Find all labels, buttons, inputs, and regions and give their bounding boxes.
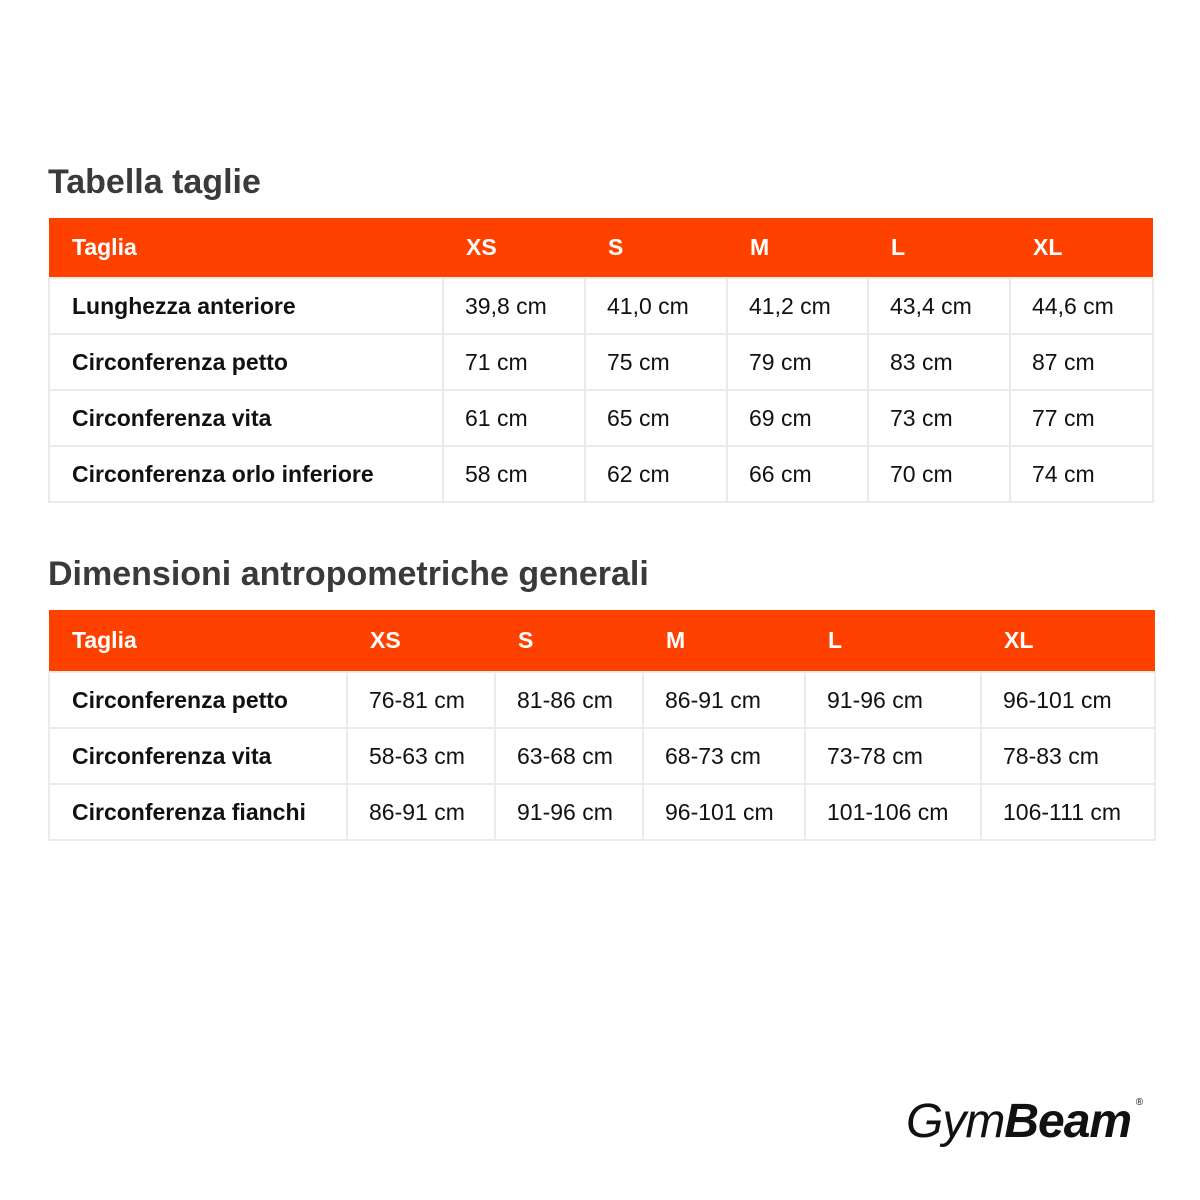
table-row (49, 784, 1155, 840)
table-cell: 75 cm (585, 334, 727, 390)
table-cell: 58-63 cm (347, 728, 495, 784)
table-cell: 76-81 cm (347, 672, 495, 728)
table-row (49, 728, 1155, 784)
table-cell: 79 cm (727, 334, 868, 390)
table-cell: 41,0 cm (585, 278, 727, 334)
logo-text-bold: Beam (1004, 1095, 1132, 1148)
table-cell: 71 cm (443, 334, 585, 390)
table-cell: 44,6 cm (1010, 278, 1153, 334)
size-chart-table (48, 218, 1154, 503)
table-cell: 91-96 cm (805, 672, 981, 728)
table-cell: 62 cm (585, 446, 727, 502)
table-cell: 63-68 cm (495, 728, 643, 784)
table-cell: 69 cm (727, 390, 868, 446)
row-label: Circonferenza vita (49, 390, 443, 446)
column-header: XS (370, 627, 401, 653)
column-header: XS (466, 234, 497, 260)
table-row (49, 446, 1153, 502)
table-cell: 66 cm (727, 446, 868, 502)
table-cell: 87 cm (1010, 334, 1153, 390)
table-cell: 73-78 cm (805, 728, 981, 784)
row-label: Circonferenza petto (49, 334, 443, 390)
row-label: Circonferenza fianchi (49, 784, 347, 840)
anthropometric-title: Dimensioni antropometriche generali (48, 555, 649, 593)
column-header: M (750, 234, 770, 260)
table-cell: 58 cm (443, 446, 585, 502)
table-cell: 39,8 cm (443, 278, 585, 334)
table-cell: 86-91 cm (347, 784, 495, 840)
table-header-row (49, 610, 1155, 672)
anthropometric-table (48, 610, 1156, 841)
row-label: Lunghezza anteriore (49, 278, 443, 334)
table-cell: 86-91 cm (643, 672, 805, 728)
table-cell: 41,2 cm (727, 278, 868, 334)
table-cell: 65 cm (585, 390, 727, 446)
table-cell: 96-101 cm (981, 672, 1155, 728)
table-cell: 81-86 cm (495, 672, 643, 728)
column-header: S (518, 627, 534, 653)
table-row (49, 390, 1153, 446)
table-cell: 61 cm (443, 390, 585, 446)
table-row (49, 278, 1153, 334)
table-header-row (49, 218, 1153, 278)
column-header: XL (1004, 627, 1034, 653)
table-cell: 77 cm (1010, 390, 1153, 446)
table-cell: 74 cm (1010, 446, 1153, 502)
registered-mark: ® (1135, 1097, 1144, 1108)
gymbeam-logo (906, 1094, 1144, 1150)
logo-text-light: Gym (906, 1095, 1005, 1148)
column-header: L (828, 627, 843, 653)
row-label: Circonferenza vita (49, 728, 347, 784)
table-cell: 106-111 cm (981, 784, 1155, 840)
table-cell: 70 cm (868, 446, 1010, 502)
table-cell: 91-96 cm (495, 784, 643, 840)
column-header: XL (1033, 234, 1063, 260)
column-header: M (666, 627, 686, 653)
table-cell: 43,4 cm (868, 278, 1010, 334)
size-chart-title: Tabella taglie (48, 163, 261, 201)
table-cell: 68-73 cm (643, 728, 805, 784)
column-header: Taglia (72, 627, 137, 653)
column-header: L (891, 234, 906, 260)
table-cell: 96-101 cm (643, 784, 805, 840)
table-row (49, 334, 1153, 390)
table-cell: 101-106 cm (805, 784, 981, 840)
table-cell: 83 cm (868, 334, 1010, 390)
row-label: Circonferenza orlo inferiore (49, 446, 443, 502)
column-header: S (608, 234, 624, 260)
table-cell: 78-83 cm (981, 728, 1155, 784)
table-cell: 73 cm (868, 390, 1010, 446)
table-row (49, 672, 1155, 728)
column-header: Taglia (72, 234, 137, 260)
row-label: Circonferenza petto (49, 672, 347, 728)
